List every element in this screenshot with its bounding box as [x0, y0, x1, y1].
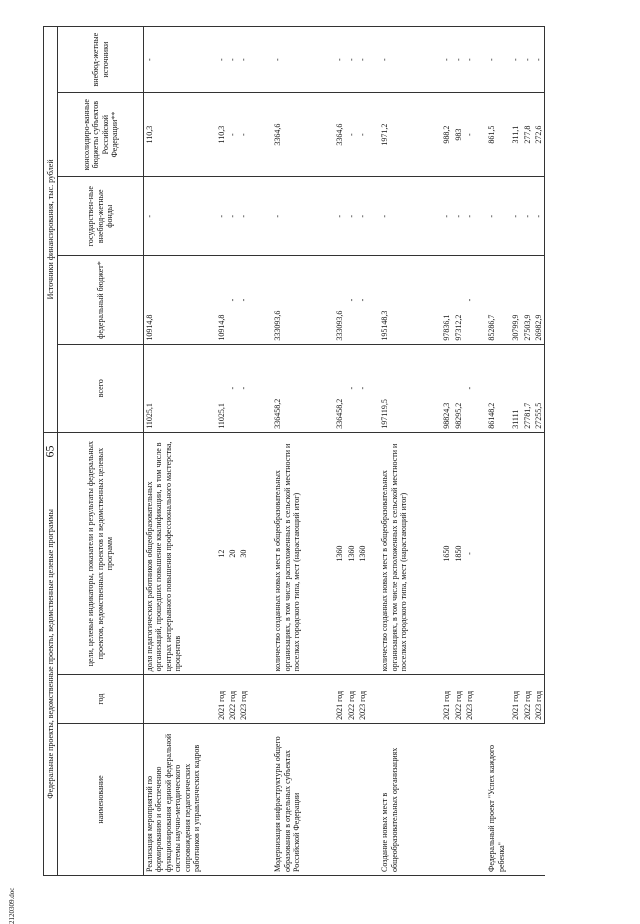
total-cell: 11025,1	[144, 344, 216, 432]
row-name: Модернизация инфраструктуры общего образования в отдельных субъектах Российской Федерации	[272, 723, 379, 875]
total-cell: -	[227, 344, 238, 432]
state-funds-cell: -	[346, 177, 357, 256]
year-cell	[379, 675, 441, 724]
state-funds-cell: -	[272, 177, 334, 256]
extra-cell: -	[533, 27, 545, 93]
value-cell: 1650	[441, 432, 452, 675]
federal-cell: -	[464, 256, 486, 344]
state-funds-cell: -	[510, 177, 521, 256]
header-name: наименование	[58, 723, 144, 875]
regional-cell: -	[464, 93, 486, 177]
value-cell	[510, 432, 521, 675]
state-funds-cell: -	[144, 177, 216, 256]
header-year: год	[58, 675, 144, 724]
federal-cell: 97312,2	[453, 256, 464, 344]
extra-cell: -	[272, 27, 334, 93]
federal-cell: 97836,1	[441, 256, 452, 344]
year-cell: 2022 год	[227, 675, 238, 724]
indicator-cell: количество созданных новых мест в общеобразовательных организациях, в том числе расположенных в сельской местности и поселках городского типа, мест (нарастающий итог)	[379, 432, 441, 675]
regional-cell: -	[238, 93, 272, 177]
year-cell: 2022 год	[453, 675, 464, 724]
total-cell: -	[464, 344, 486, 432]
year-cell	[486, 675, 510, 724]
value-cell: 1360	[334, 432, 345, 675]
row-name: Федеральный проект "Успех каждого ребенка"	[486, 723, 545, 875]
federal-cell: -	[357, 256, 379, 344]
table-row	[379, 27, 441, 876]
total-cell: 98824,3	[441, 344, 452, 432]
total-cell: 336458,2	[334, 344, 345, 432]
regional-cell: -	[357, 93, 379, 177]
regional-cell: 988,2	[441, 93, 452, 177]
year-cell: 2021 год	[334, 675, 345, 724]
federal-cell: -	[238, 256, 272, 344]
regional-cell: 272,6	[533, 93, 545, 177]
value-cell: 20	[227, 432, 238, 675]
table-row	[144, 27, 216, 876]
regional-cell: 110,3	[144, 93, 216, 177]
state-funds-cell: -	[441, 177, 452, 256]
regional-cell: -	[227, 93, 238, 177]
value-cell	[533, 432, 545, 675]
state-funds-cell: -	[379, 177, 441, 256]
extra-cell: -	[227, 27, 238, 93]
indicator-cell: доля педагогических работников общеобразовательных организаций, прошедших повышение квалификации, в том числе в центрах непрерывного повышения профессионального мастерства, процентов	[144, 432, 216, 675]
total-cell: 336458,2	[272, 344, 334, 432]
total-cell: -	[357, 344, 379, 432]
state-funds-cell: -	[533, 177, 545, 256]
extra-cell: -	[216, 27, 227, 93]
year-cell	[272, 675, 334, 724]
value-cell: 1850	[453, 432, 464, 675]
regional-cell: 311,1	[510, 93, 521, 177]
header-regional: консолидиро-ванные бюджеты субъектов Российской Федерации**	[58, 93, 144, 177]
federal-cell: 195148,3	[379, 256, 441, 344]
total-cell: 27255,5	[533, 344, 545, 432]
regional-cell: 1971,2	[379, 93, 441, 177]
financing-table	[43, 26, 545, 876]
year-cell: 2023 год	[357, 675, 379, 724]
state-funds-cell: -	[453, 177, 464, 256]
extra-cell: -	[522, 27, 533, 93]
document-id: 2120309.doc	[8, 887, 16, 924]
regional-cell: 277,8	[522, 93, 533, 177]
page-number: 65	[42, 445, 57, 458]
value-cell: -	[464, 432, 486, 675]
regional-cell: 3364,6	[272, 93, 334, 177]
federal-cell: 10914,8	[216, 256, 227, 344]
header-goals: цели, целевые индикаторы, показатели и результаты федеральных проектов, ведомственных проектов и ведомственных целевых программ	[58, 432, 144, 675]
state-funds-cell: -	[238, 177, 272, 256]
table-row	[272, 27, 334, 876]
header-group-financing: Источники финансирования, тыс. рублей	[44, 27, 58, 433]
federal-cell: 85286,7	[486, 256, 510, 344]
total-cell: 11025,1	[216, 344, 227, 432]
extra-cell: -	[379, 27, 441, 93]
value-cell	[522, 432, 533, 675]
state-funds-cell: -	[227, 177, 238, 256]
extra-cell: -	[510, 27, 521, 93]
header-extra: внебюд-жетные источники	[58, 27, 144, 93]
header-state-funds: государствен-ные внебюд-жетные фонды	[58, 177, 144, 256]
total-cell: 86148,2	[486, 344, 510, 432]
regional-cell: 110,3	[216, 93, 227, 177]
row-name: Создание новых мест в общеобразовательных организациях	[379, 723, 486, 875]
total-cell: 31111	[510, 344, 521, 432]
federal-cell: 26982,9	[533, 256, 545, 344]
extra-cell: -	[486, 27, 510, 93]
extra-cell: -	[238, 27, 272, 93]
extra-cell: -	[453, 27, 464, 93]
regional-cell: 983	[453, 93, 464, 177]
row-name: Реализация мероприятий по формированию и обеспечению функционирования единой федеральной системы научно-методического сопровождения педагогических работников и управленческих кадров	[144, 723, 273, 875]
total-cell: 197119,5	[379, 344, 441, 432]
value-cell: 12	[216, 432, 227, 675]
regional-cell: 861,5	[486, 93, 510, 177]
extra-cell: -	[144, 27, 216, 93]
value-cell: 30	[238, 432, 272, 675]
header-total: всего	[58, 344, 144, 432]
year-cell: 2022 год	[522, 675, 533, 724]
extra-cell: -	[334, 27, 345, 93]
year-cell: 2023 год	[464, 675, 486, 724]
federal-cell: -	[346, 256, 357, 344]
table-body	[144, 27, 545, 876]
header-federal: федеральный бюджет*	[58, 256, 144, 344]
federal-cell: 10914,8	[144, 256, 216, 344]
federal-cell: 27503,9	[522, 256, 533, 344]
value-cell: 1360	[357, 432, 379, 675]
extra-cell: -	[464, 27, 486, 93]
state-funds-cell: -	[522, 177, 533, 256]
header-group-projects: Федеральные проекты, ведомственные проекты, ведомственные целевые программы	[44, 432, 58, 875]
total-cell: 27781,7	[522, 344, 533, 432]
table-row	[486, 27, 510, 876]
state-funds-cell: -	[464, 177, 486, 256]
state-funds-cell: -	[334, 177, 345, 256]
federal-cell: 333093,6	[272, 256, 334, 344]
value-cell: 1360	[346, 432, 357, 675]
regional-cell: 3364,6	[334, 93, 345, 177]
state-funds-cell: -	[486, 177, 510, 256]
year-cell: 2021 год	[216, 675, 227, 724]
regional-cell: -	[346, 93, 357, 177]
total-cell: 98295,2	[453, 344, 464, 432]
year-cell	[144, 675, 216, 724]
state-funds-cell: -	[357, 177, 379, 256]
federal-cell: 30799,9	[510, 256, 521, 344]
year-cell: 2023 год	[533, 675, 545, 724]
federal-cell: -	[227, 256, 238, 344]
year-cell: 2021 год	[441, 675, 452, 724]
extra-cell: -	[357, 27, 379, 93]
year-cell: 2021 год	[510, 675, 521, 724]
indicator-cell	[486, 432, 510, 675]
rotated-table-container	[43, 26, 603, 876]
indicator-cell: количество созданных новых мест в общеобразовательных организациях, в том числе расположенных в сельской местности и поселках городского типа, мест (нарастающий итог)	[272, 432, 334, 675]
year-cell: 2022 год	[346, 675, 357, 724]
federal-cell: 333093,6	[334, 256, 345, 344]
total-cell: -	[238, 344, 272, 432]
extra-cell: -	[441, 27, 452, 93]
total-cell: -	[346, 344, 357, 432]
extra-cell: -	[346, 27, 357, 93]
year-cell: 2023 год	[238, 675, 272, 724]
state-funds-cell: -	[216, 177, 227, 256]
